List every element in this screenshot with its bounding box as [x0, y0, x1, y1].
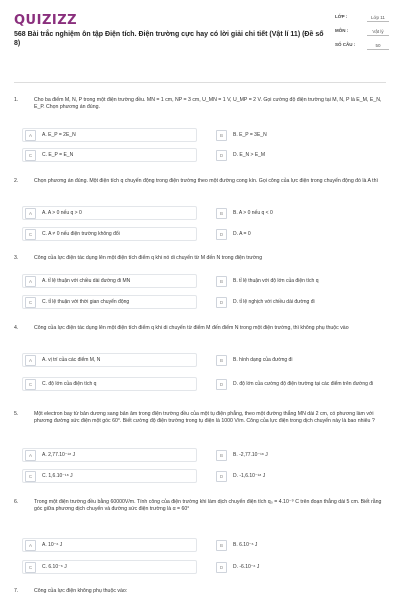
- question-number: 5.: [14, 411, 19, 417]
- option-b[interactable]: B B. A > 0 nếu q < 0: [216, 206, 386, 220]
- option-letter: C: [25, 297, 36, 308]
- subject-label: MÔN :: [335, 28, 349, 33]
- question-text: Cho ba điểm M, N, P trong một điện trường đều. MN = 1 cm, NP = 3 cm, U_MN = 1 V, U_MP = 2 V. Gọi cường độ điện trường tại M, N, P là E_M, E_N, E_P. Chọn phương án đúng.: [34, 97, 382, 110]
- header-divider: [14, 82, 386, 83]
- option-letter: C: [25, 150, 36, 161]
- option-letter: D: [216, 471, 227, 482]
- option-a[interactable]: A A. 2,77.10⁻¹⁸ J: [22, 448, 197, 462]
- option-c[interactable]: C C. 1,6.10⁻¹⁸ J: [22, 469, 197, 483]
- question-text: Trong một điện trường đều bằng 60000V/m. Tính công của điện trường khi làm dịch chuyển điện tích q₀ = 4.10⁻⁹ C trên đoạn thẳng dài 5 cm. Biết rằng góc giữa phương dịch chuyển và đường sức điện trường là α = 60°: [34, 499, 382, 512]
- question-count-label: SỐ CÂU :: [335, 42, 356, 47]
- question-text: Công của lực điện tác dụng lên một điện tích điểm q khi di chuyển từ điểm M đến điểm N trong một điện trường, thì không phụ thuộc vào: [34, 325, 349, 331]
- option-c[interactable]: C C. 6.10⁻⁶ J: [22, 560, 197, 574]
- question-number: 3.: [14, 255, 19, 261]
- question-number: 6.: [14, 499, 19, 505]
- meta-panel: [335, 14, 395, 56]
- question-number: 7.: [14, 588, 19, 594]
- option-d[interactable]: D D. -6.10⁻⁶ J: [216, 560, 386, 574]
- option-b[interactable]: B B. 6.10⁻⁶ J: [216, 538, 386, 552]
- option-letter: B: [216, 208, 227, 219]
- option-b[interactable]: B B. tỉ lệ thuận với độ lớn của điện tích q: [216, 274, 386, 288]
- option-letter: D: [216, 379, 227, 390]
- option-letter: A: [25, 276, 36, 287]
- option-letter: C: [25, 229, 36, 240]
- class-value: Lớp 11: [367, 14, 389, 22]
- option-letter: A: [25, 130, 36, 141]
- option-a[interactable]: A A. tỉ lệ thuận với chiều dài đường đi MN: [22, 274, 197, 288]
- option-letter: D: [216, 229, 227, 240]
- option-letter: D: [216, 562, 227, 573]
- option-b[interactable]: B B. -2,77.10⁻¹⁸ J: [216, 448, 386, 462]
- question-number: 4.: [14, 325, 19, 331]
- question-number: 2.: [14, 178, 19, 184]
- option-letter: A: [25, 208, 36, 219]
- option-b[interactable]: B B. hình dạng của đường đi: [216, 353, 386, 367]
- option-a[interactable]: A A. A > 0 nếu q > 0: [22, 206, 197, 220]
- question-number: 1.: [14, 97, 19, 103]
- option-letter: A: [25, 355, 36, 366]
- option-letter: C: [25, 562, 36, 573]
- option-a[interactable]: A A. vị trí của các điểm M, N: [22, 353, 197, 367]
- option-letter: B: [216, 450, 227, 461]
- option-c[interactable]: C C. độ lớn của điện tích q: [22, 377, 197, 391]
- option-c[interactable]: C C. A ≠ 0 nếu điện trường không đổi: [22, 227, 197, 241]
- option-letter: B: [216, 355, 227, 366]
- option-c[interactable]: C C. tỉ lệ thuận với thời gian chuyển động: [22, 295, 197, 309]
- quizizz-logo: QUIZIZZ: [14, 13, 78, 28]
- question-text: Chọn phương án đúng. Một điện tích q chuyển động trong điện trường theo một đường cong kín. Gọi công của lực điện trong chuyển động đó là A thì: [34, 178, 378, 184]
- question-text: Một electron bay từ bản dương sang bản âm trong điện trường đều của một tụ điện phẳng, theo một đường thẳng MN dài 2 cm, có phương làm với phương đường sức điện một góc 60°. Biết cường độ điện trường trong tụ điện là 1000 V/m. Công của lực điện trong dịch chuyển này là bao nhiêu ?: [34, 411, 375, 424]
- question-text: Công của lực điện không phụ thuộc vào:: [34, 588, 128, 594]
- option-letter: D: [216, 150, 227, 161]
- option-d[interactable]: D D. A = 0: [216, 227, 386, 241]
- option-d[interactable]: D D. độ lớn của cường độ điện trường tại các điểm trên đường đi: [216, 375, 386, 393]
- option-a[interactable]: A A. E_P = 2E_N: [22, 128, 197, 142]
- page-title: 568 Bài trắc nghiệm ôn tập Điện tích. Điện trường cực hay có lời giải chi tiết (Vật lí 11) (Đề số 8): [14, 31, 324, 47]
- class-label: LỚP :: [335, 14, 348, 19]
- option-d[interactable]: D D. -1,6.10⁻¹⁸ J: [216, 469, 386, 483]
- option-letter: C: [25, 471, 36, 482]
- question-count-value: 50: [367, 42, 389, 50]
- option-letter: B: [216, 276, 227, 287]
- option-letter: C: [25, 379, 36, 390]
- subject-value: Vật lý: [367, 28, 389, 36]
- option-d[interactable]: D D. tỉ lệ nghịch với chiều dài đường đi: [216, 295, 386, 309]
- option-letter: A: [25, 540, 36, 551]
- option-letter: B: [216, 540, 227, 551]
- option-letter: B: [216, 130, 227, 141]
- option-d[interactable]: D D. E_N > E_M: [216, 148, 386, 162]
- option-letter: D: [216, 297, 227, 308]
- option-c[interactable]: C C. E_P = E_N: [22, 148, 197, 162]
- option-b[interactable]: B B. E_P = 3E_N: [216, 128, 386, 142]
- question-text: Công của lực điện tác dụng lên một điện tích điểm q khi nó di chuyển từ M đến N trong điện trường: [34, 255, 263, 261]
- option-a[interactable]: A A. 10⁻⁶ J: [22, 538, 197, 552]
- option-letter: A: [25, 450, 36, 461]
